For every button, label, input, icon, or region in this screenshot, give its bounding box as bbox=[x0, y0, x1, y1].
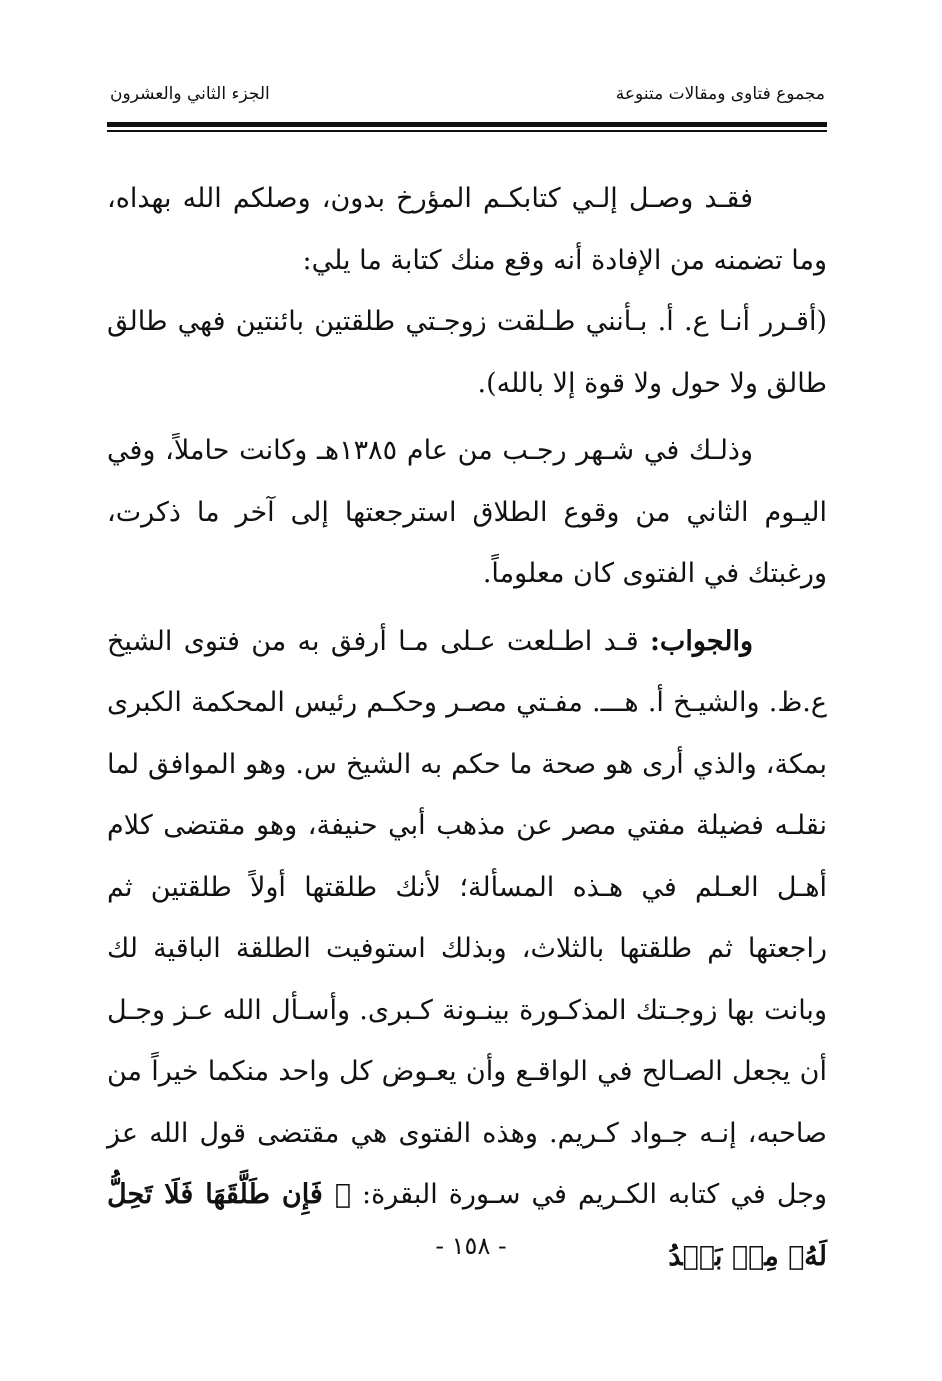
page-number: - ١٥٨ - bbox=[435, 1232, 507, 1260]
paragraph-quoted-statement: (أقـرر أنـا ع. أ. بـأنني طـلقت زوجـتي طلقتين بائنتين فهي طالق طالق ولا حول ولا قوة إلا بالله). bbox=[107, 306, 827, 399]
paragraph-answer bbox=[107, 611, 827, 1288]
paragraph-circumstances: وذلـك في شـهر رجـب من عام ١٣٨٥هـ وكانت حاملاً، وفي اليـوم الثاني من وقوع الطلاق استرجعتها إلى آخر ما ذكرت، ورغبتك في الفتوى كان معلوماً. bbox=[107, 435, 827, 589]
quran-verse: ﴿ فَإِن طَلَّقَهَا فَلَا تَحِلُّ لَهُۥ مِنۢ بَعۡدُ bbox=[107, 1179, 827, 1272]
header-rule-thin bbox=[107, 130, 827, 132]
book-title: مجموع فتاوى ومقالات متنوعة bbox=[615, 84, 825, 104]
paragraph-letter-received: فقـد وصـل إلـي كتابكـم المؤرخ بدون، وصلكم الله بهداه، وما تضمنه من الإفادة أنه وقع منك كتابة ما يلي: bbox=[107, 183, 827, 276]
answer-text: قـد اطـلعت عـلى مـا أرفق به من فتوى الشيخ ع.ظ. والشيـخ أ. هـــ. مفـتي مصـر وحكـم رئيس المحكمة الكبرى بمكة، والذي أرى هو صحة ما حكم به الشيخ س. وهو الموافق لما نقلـه فضيلة مفتي مصر عن مذهب أبي حنيفة، وهو مقتضى كلام أهـل العـلم في هـذه المسألة؛ لأنك طلقتها أولاً طلقتين ثم راجعتها ثم طلقتها بالثلاث، وبذلك استوفيت الطلقة الباقية لك وبانت بها زوجـتك المذكـورة بينـونة كـبرى. وأسـأل الله عـز وجـل أن يجعل الصـالح في الواقـع وأن يعـوض كل واحد منكما خيراً من صاحبه، إنـه جـواد كـريم. وهذه الفتوى هي مقتضى قول الله عز وجل في كتابه الكـريم في سـورة البقرة: bbox=[107, 625, 827, 1210]
header-rule-thick bbox=[107, 122, 827, 127]
volume-label: الجزء الثاني والعشرون bbox=[110, 84, 270, 104]
page-header bbox=[110, 84, 825, 110]
answer-label: والجواب: bbox=[649, 625, 753, 657]
page-body bbox=[107, 168, 827, 1287]
